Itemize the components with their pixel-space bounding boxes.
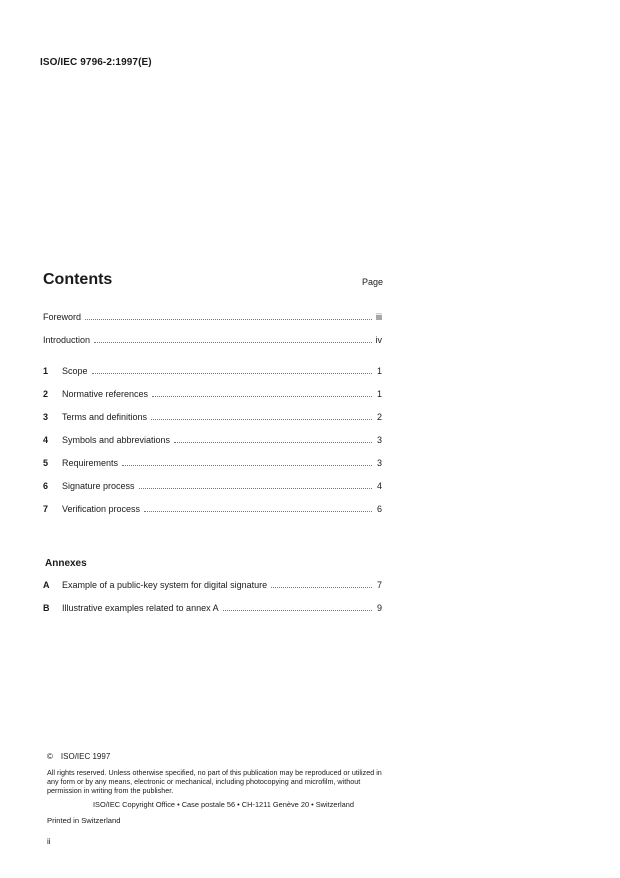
toc-entry-number: 5 [43, 458, 49, 468]
toc-entry-label: Introduction [43, 335, 91, 345]
document-id: ISO/IEC 9796-2:1997(E) [40, 57, 152, 68]
toc-entry-page: 2 [376, 412, 382, 422]
leader-dots [271, 580, 372, 588]
toc-entry-annex-b[interactable] [43, 603, 382, 616]
toc-entry-number: 6 [43, 481, 49, 491]
toc-entry-annex-a[interactable] [43, 580, 382, 593]
rights-notice: All rights reserved. Unless otherwise specified, no part of this publication may be reproduced or utilized in any form or by any means, electronic or mechanical, including photocopying and microfilm, without permission in writing from the publisher. [47, 768, 382, 795]
toc-entry-introduction[interactable] [43, 335, 382, 348]
toc-entry-number: 1 [43, 366, 49, 376]
page-number: ii [47, 837, 51, 846]
toc-entry-label: Illustrative examples related to annex A [62, 603, 219, 613]
leader-dots [151, 412, 372, 420]
toc-entry-number: 7 [43, 504, 49, 514]
toc-entry-number: B [43, 603, 50, 613]
copyright-line [47, 752, 110, 761]
toc-entry-label: Example of a public-key system for digital signature [62, 580, 268, 590]
annexes-title: Annexes [45, 558, 87, 569]
toc-entry-label: Signature process [62, 481, 135, 491]
toc-entry-label: Terms and definitions [62, 412, 148, 422]
toc-entry-label: Verification process [62, 504, 141, 514]
toc-entry-number: 4 [43, 435, 49, 445]
toc-entry-page: 4 [376, 481, 382, 491]
toc-entry-label: Foreword [43, 312, 82, 322]
copyright-symbol: © [47, 752, 53, 761]
toc-entry-label: Symbols and abbreviations [62, 435, 171, 445]
leader-dots [174, 435, 372, 443]
toc-entry-requirements[interactable] [43, 458, 382, 471]
contents-title: Contents [43, 271, 113, 288]
leader-dots [139, 481, 372, 489]
toc-entry-page: 7 [376, 580, 382, 590]
leader-dots [94, 335, 371, 343]
leader-dots [85, 312, 372, 320]
toc-entry-page: 9 [376, 603, 382, 613]
leader-dots [223, 603, 372, 611]
toc-entry-number: A [43, 580, 50, 590]
toc-entry-label: Requirements [62, 458, 119, 468]
toc-entry-scope[interactable] [43, 366, 382, 379]
leader-dots [122, 458, 372, 466]
toc-entry-normative-references[interactable] [43, 389, 382, 402]
toc-entry-page: 1 [376, 366, 382, 376]
toc-entry-verification-process[interactable] [43, 504, 382, 517]
toc-entry-number: 2 [43, 389, 49, 399]
leader-dots [152, 389, 372, 397]
toc-entry-label: Scope [62, 366, 88, 376]
leader-dots [92, 366, 372, 374]
printed-in-note: Printed in Switzerland [47, 816, 121, 825]
leader-dots [144, 504, 372, 512]
toc-entry-page: 3 [376, 458, 382, 468]
toc-entry-label: Normative references [62, 389, 149, 399]
toc-entry-number: 3 [43, 412, 49, 422]
page-column-label: Page [362, 277, 384, 287]
toc-entry-page: 6 [376, 504, 382, 514]
copyright-text: ISO/IEC 1997 [60, 752, 111, 761]
copyright-office-address: ISO/IEC Copyright Office • Case postale 56 • CH-1211 Genève 20 • Switzerland [93, 800, 354, 809]
toc-entry-page: iii [376, 312, 382, 322]
toc-entry-page: 1 [376, 389, 382, 399]
toc-entry-terms-and-definitions[interactable] [43, 412, 382, 425]
toc-entry-foreword[interactable] [43, 312, 382, 325]
toc-entry-symbols-and-abbreviations[interactable] [43, 435, 382, 448]
toc-entry-page: 3 [376, 435, 382, 445]
toc-entry-signature-process[interactable] [43, 481, 382, 494]
toc-entry-page: iv [375, 335, 382, 345]
